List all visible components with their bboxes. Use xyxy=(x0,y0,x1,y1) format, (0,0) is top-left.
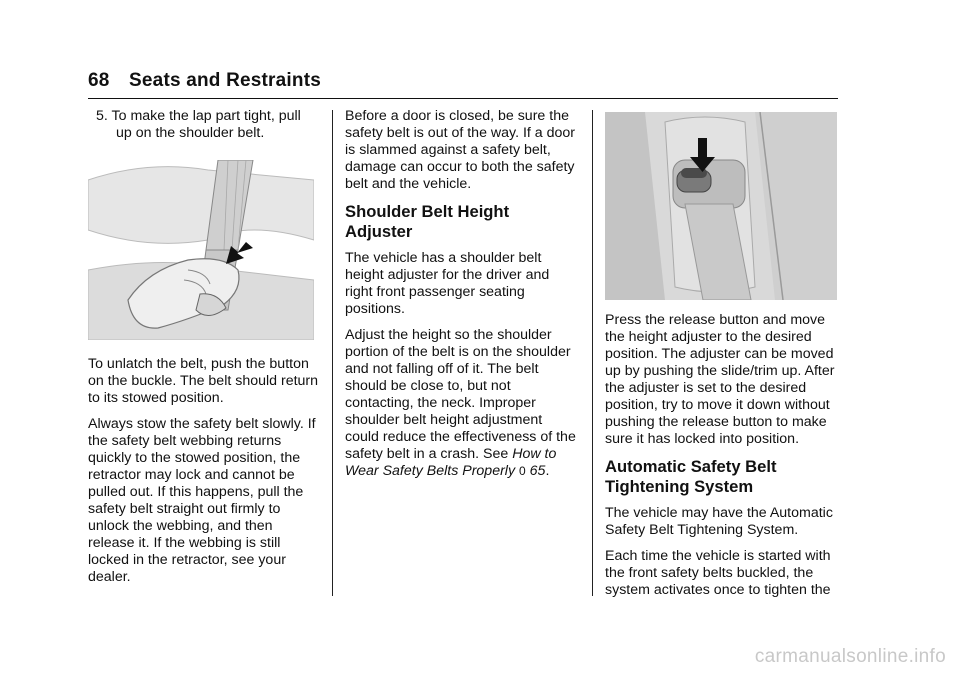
column-divider-left xyxy=(332,110,333,596)
column-divider-right xyxy=(592,110,593,596)
height-adjuster-illustration xyxy=(605,112,837,300)
left-column xyxy=(88,108,320,595)
system-activation-paragraph: Each time the vehicle is started with the front safety belts buckled, the system activates once to tighten the xyxy=(605,548,831,598)
stow-paragraph: Always stow the safety belt slowly. If the safety belt webbing returns quickly to the stowed position, the retractor may lock and cannot be pulled out. If this happens, pull the safety belt straight out firmly to unlock the webbing, and then release it. If the webbing is still locked in the retractor, see your dealer. xyxy=(88,416,316,585)
unlatch-paragraph: To unlatch the belt, push the button on the buckle. The belt should return to its stowed position. xyxy=(88,356,319,406)
middle-column xyxy=(345,108,579,489)
adjust-height-paragraph: Adjust the height so the shoulder portion of the belt is on the shoulder and not falling off of it. The belt should be close to, but not contacting, the neck. Improper shoulder belt height adjustment could reduce the effectiveness of the safety belt in a crash. See How to Wear Safety Belts Properly 0 65. xyxy=(345,327,576,479)
height-adjuster-heading: Shoulder Belt Height Adjuster xyxy=(345,202,510,241)
system-availability-paragraph: The vehicle may have the Automatic Safety Belt Tightening System. xyxy=(605,505,833,538)
tightening-system-heading: Automatic Safety Belt Tightening System xyxy=(605,457,777,496)
lap-belt-illustration xyxy=(88,160,314,340)
right-column xyxy=(605,108,841,608)
watermark: carmanualsonline.info xyxy=(754,646,946,667)
door-closing-paragraph: Before a door is closed, be sure the safety belt is out of the way. If a door is slammed against a safety belt, damage can occur to both the safety belt and the vehicle. xyxy=(345,108,576,192)
page-number: 68 xyxy=(88,70,110,91)
how-to-wear-link[interactable]: How to Wear Safety Belts Properly xyxy=(345,446,557,479)
adjuster-availability-paragraph: The vehicle has a shoulder belt height adjuster for the driver and right front passenger seating positions. xyxy=(345,250,550,317)
page-header xyxy=(88,70,838,92)
page-ref-icon: 0 xyxy=(519,464,526,478)
page-ref-number[interactable]: 65 xyxy=(529,463,546,479)
header-rule xyxy=(88,98,838,99)
section-title: Seats and Restraints xyxy=(129,70,321,91)
release-button-paragraph: Press the release button and move the height adjuster to the desired position. The adjuster can be moved up by pushing the slide/trim up. After the adjuster is set to the desired position, try to move it down without pushing the release button to make sure it has locked into position. xyxy=(605,312,835,447)
step-5: 5. To make the lap part tight, pull up on the shoulder belt. xyxy=(96,108,301,141)
